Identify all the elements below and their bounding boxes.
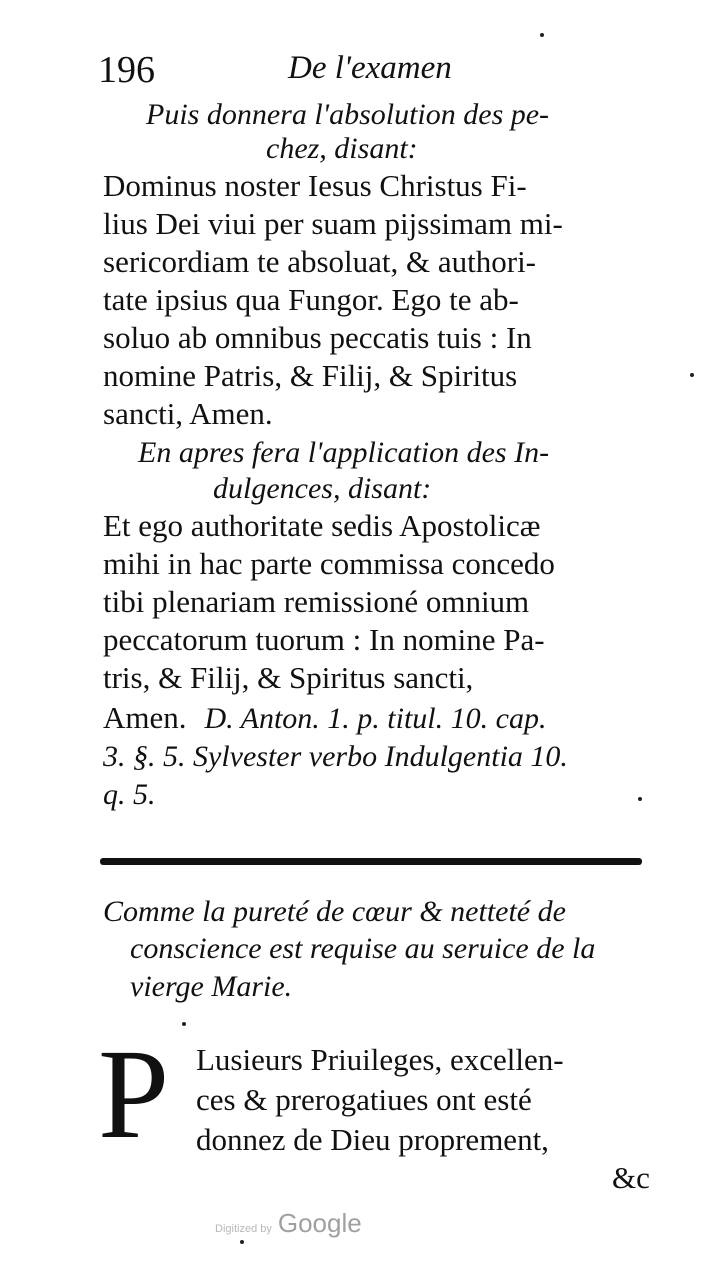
body-line: ces & prerogatiues ont esté (196, 1082, 532, 1117)
chapter-heading-line: conscience est requise au seruice de la (130, 932, 596, 965)
drop-cap: P (98, 1023, 170, 1165)
indulgence-line (103, 700, 546, 736)
catchword: &c (612, 1160, 650, 1195)
page-header (98, 48, 658, 96)
indulgence-line: mihi in hac parte commissa concedo (103, 546, 555, 581)
indulgence-line: tibi plenariam remissioné omnium (103, 584, 530, 619)
page-number: 196 (98, 49, 155, 91)
running-title: De l'examen (288, 50, 452, 86)
speck-mark (540, 33, 544, 37)
rubric-line: En apres fera l'application des In- (138, 436, 550, 469)
absolution-line: tate ipsius qua Fungor. Ego te ab- (103, 282, 519, 317)
rubric-line: dulgences, disant: (213, 472, 432, 505)
google-logo: Google (277, 1208, 362, 1238)
absolution-line: sericordiam te absoluat, & authori- (103, 244, 537, 279)
body-line: Lusieurs Priuileges, excellen- (196, 1042, 564, 1077)
digitized-by-text: Digitized by (215, 1223, 272, 1235)
absolution-line: lius Dei viui per suam pijssimam mi- (103, 206, 563, 241)
indulgence-line: tris, & Filij, & Spiritus sancti, (103, 660, 474, 695)
section-rule (100, 858, 642, 865)
body-line: donnez de Dieu proprement, (196, 1122, 549, 1157)
rubric-line: chez, disant: (266, 132, 418, 165)
citation-reference: q. 5. (103, 778, 156, 811)
speck-mark (182, 1022, 186, 1026)
chapter-heading-line: vierge Marie. (130, 970, 293, 1003)
rubric-line: Puis donnera l'absolution des pe- (146, 98, 550, 131)
chapter-heading-line: Comme la pureté de cœur & netteté de (103, 895, 566, 928)
absolution-line: Dominus noster Iesus Christus Fi- (103, 168, 527, 203)
absolution-line: soluo ab omnibus peccatis tuis : In (103, 320, 532, 355)
speck-mark (240, 1240, 244, 1244)
absolution-line: nomine Patris, & Filij, & Spiritus (103, 358, 518, 393)
speck-mark (690, 373, 694, 377)
citation-reference: 3. §. 5. Sylvester verbo Indulgentia 10. (103, 740, 568, 773)
indulgence-line: Et ego authoritate sedis Apostolicæ (103, 508, 541, 543)
citation-reference: D. Anton. 1. p. titul. 10. cap. (204, 702, 547, 735)
amen-word: Amen. (103, 700, 187, 735)
google-watermark (215, 1208, 362, 1239)
absolution-line: sancti, Amen. (103, 396, 273, 431)
indulgence-line: peccatorum tuorum : In nomine Pa- (103, 622, 545, 657)
speck-mark (638, 797, 642, 801)
